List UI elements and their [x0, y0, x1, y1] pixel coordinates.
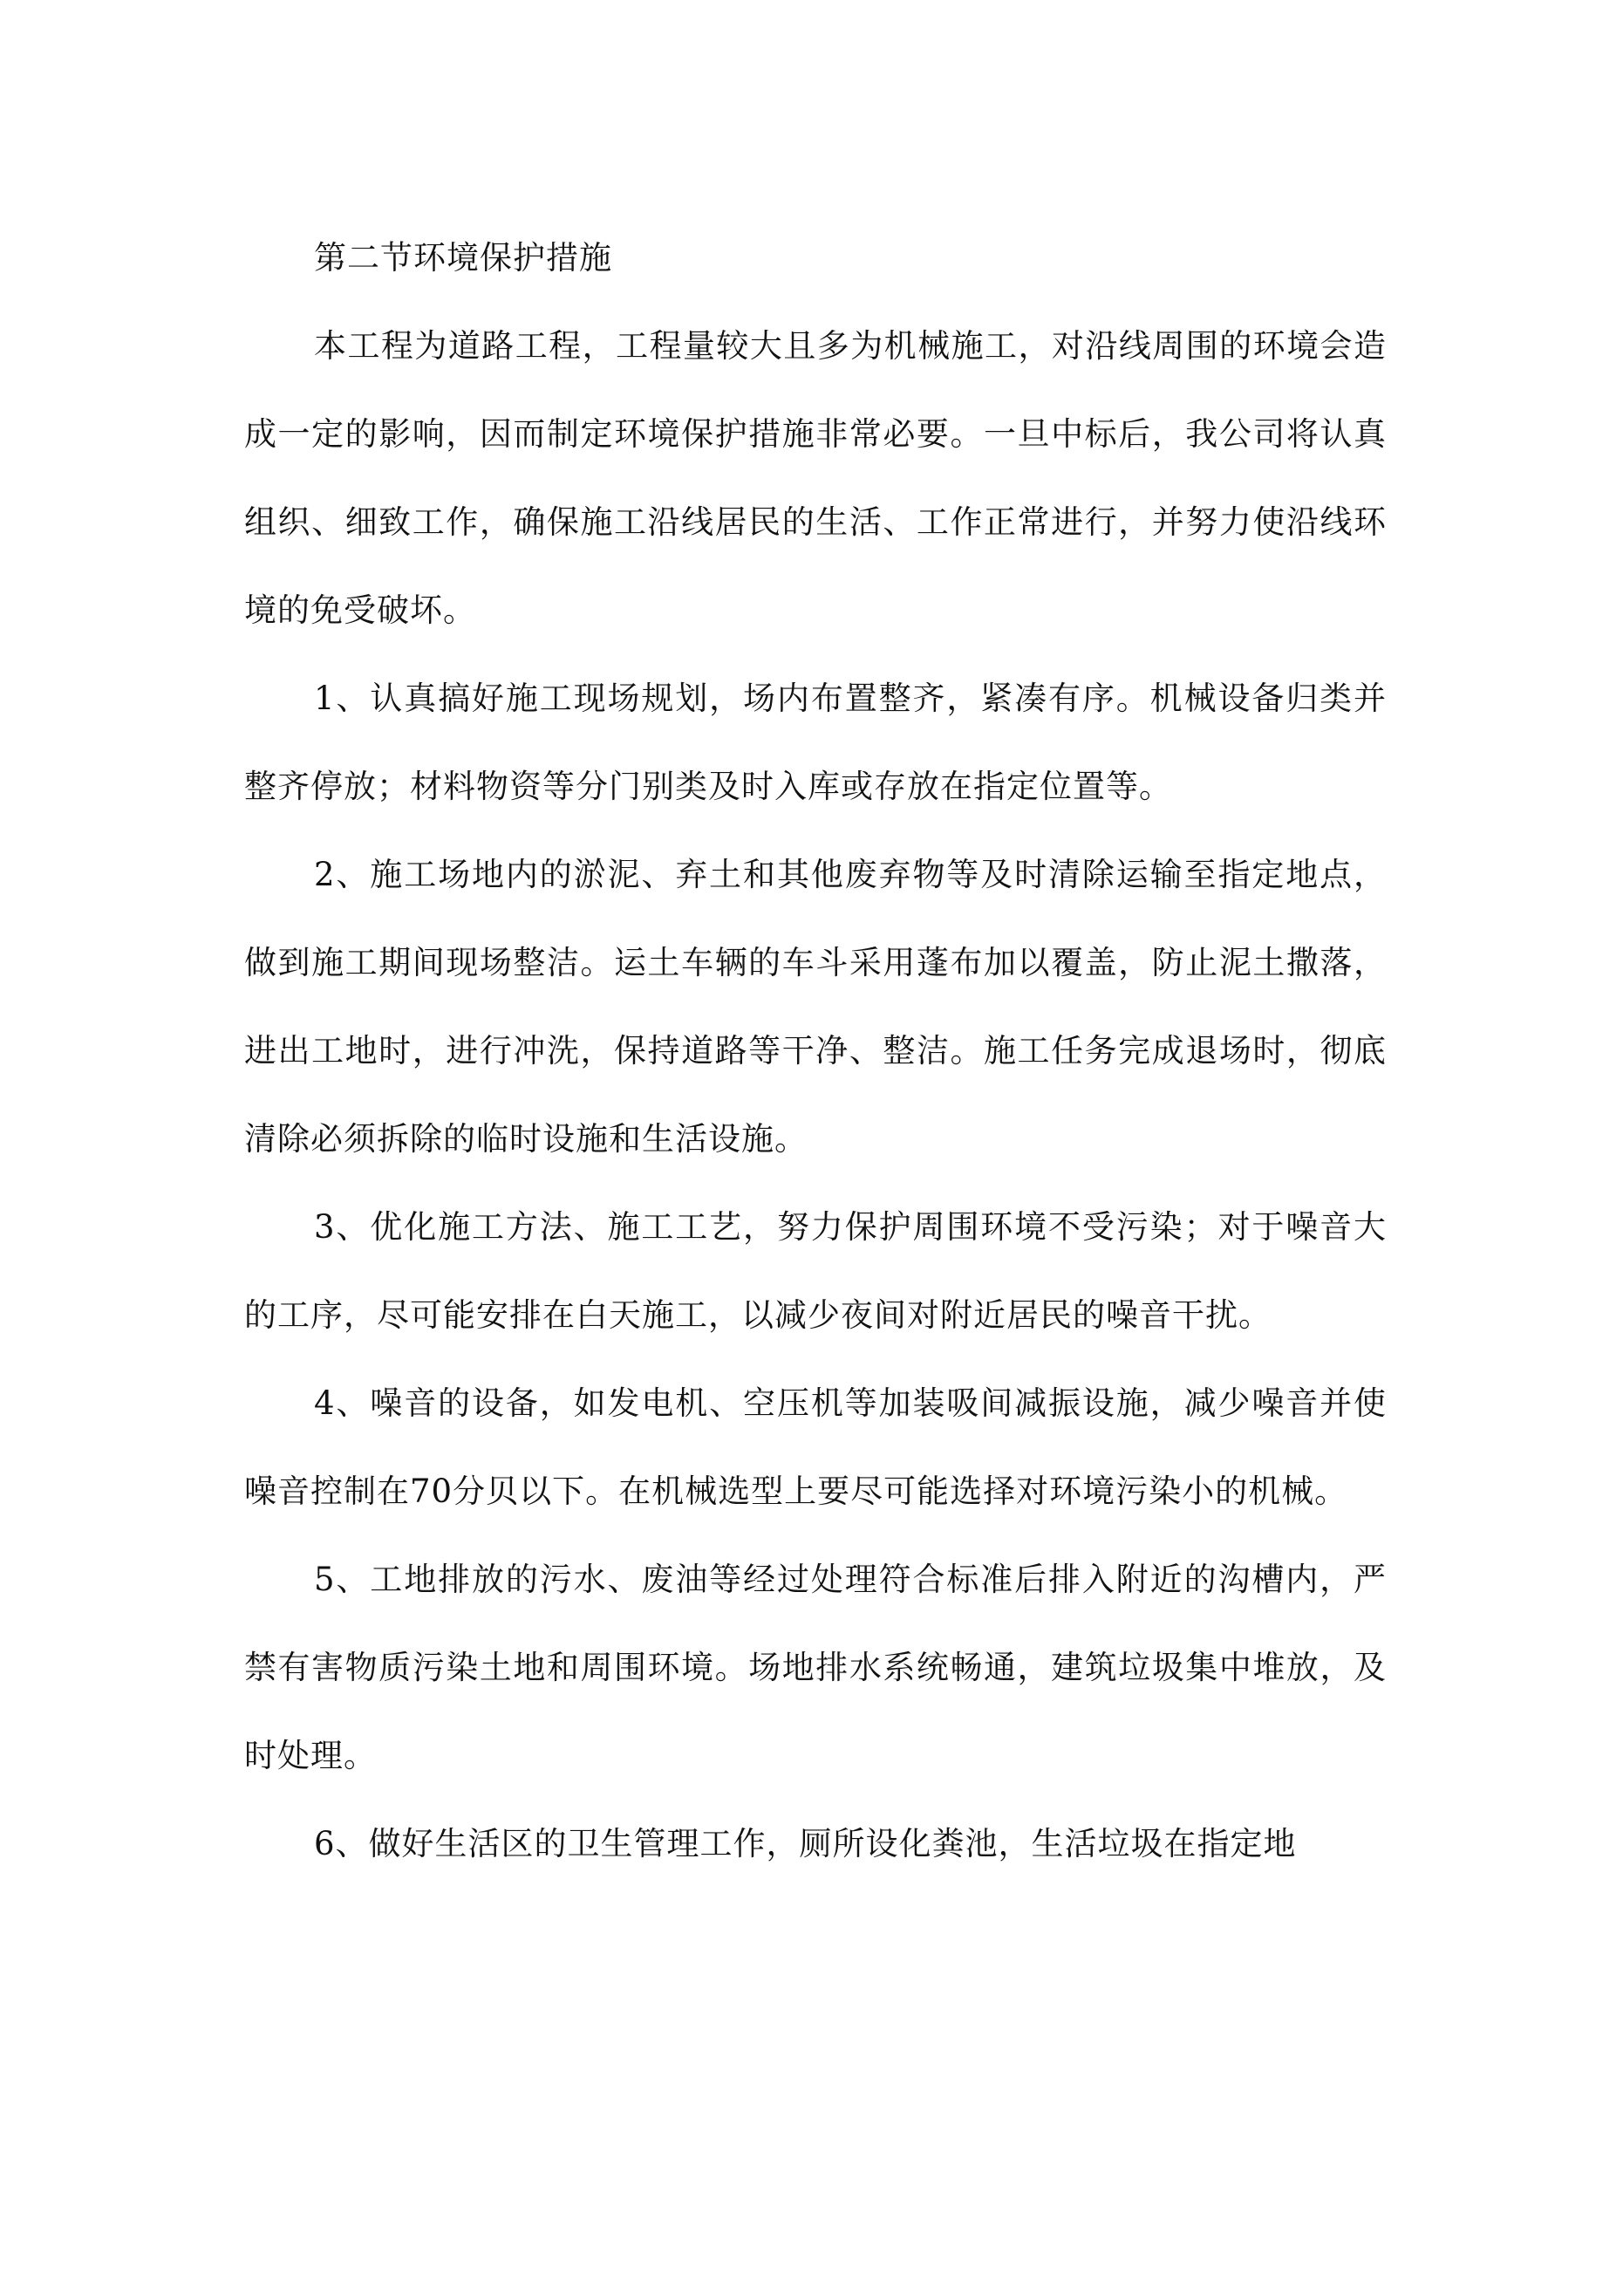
paragraph-item-4: 4、噪音的设备，如发电机、空压机等加装吸间减振设施，减少噪音并使噪音控制在70分贝以下。在机械选型上要尽可能选择对环境污染小的机械。	[244, 1384, 1387, 1510]
paragraph-item-5: 5、工地排放的污水、废油等经过处理符合标准后排入附近的沟槽内，严禁有害物质污染土地和周围环境。场地排水系统畅通，建筑垃圾集中堆放，及时处理。	[244, 1561, 1387, 1774]
paragraph-intro: 本工程为道路工程，工程量较大且多为机械施工，对沿线周围的环境会造成一定的影响，因而制定环境保护措施非常必要。一旦中标后，我公司将认真组织、细致工作，确保施工沿线居民的生活、工作正常进行，并努力使沿线环境的免受破坏。	[244, 327, 1387, 629]
paragraph-item-1: 1、认真搞好施工现场规划，场内布置整齐，紧凑有序。机械设备归类并整齐停放；材料物资等分门别类及时入库或存放在指定位置等。	[244, 680, 1387, 805]
paragraph-item-3: 3、优化施工方法、施工工艺，努力保护周围环境不受污染；对于噪音大的工序，尽可能安排在白天施工，以减少夜间对附近居民的噪音干扰。	[244, 1208, 1387, 1334]
paragraph-item-6: 6、做好生活区的卫生管理工作，厕所设化粪池，生活垃圾在指定地	[314, 1825, 1297, 1862]
section-heading: 第二节环境保护措施	[314, 239, 612, 277]
paragraph-item-2: 2、施工场地内的淤泥、弃土和其他废弃物等及时清除运输至指定地点，做到施工期间现场整洁。运土车辆的车斗采用蓬布加以覆盖，防止泥土撒落，进出工地时，进行冲洗，保持道路等干净、整洁。施工任务完成退场时，彻底清除必须拆除的临时设施和生活设施。	[244, 856, 1387, 1158]
document-body	[244, 214, 1387, 1888]
